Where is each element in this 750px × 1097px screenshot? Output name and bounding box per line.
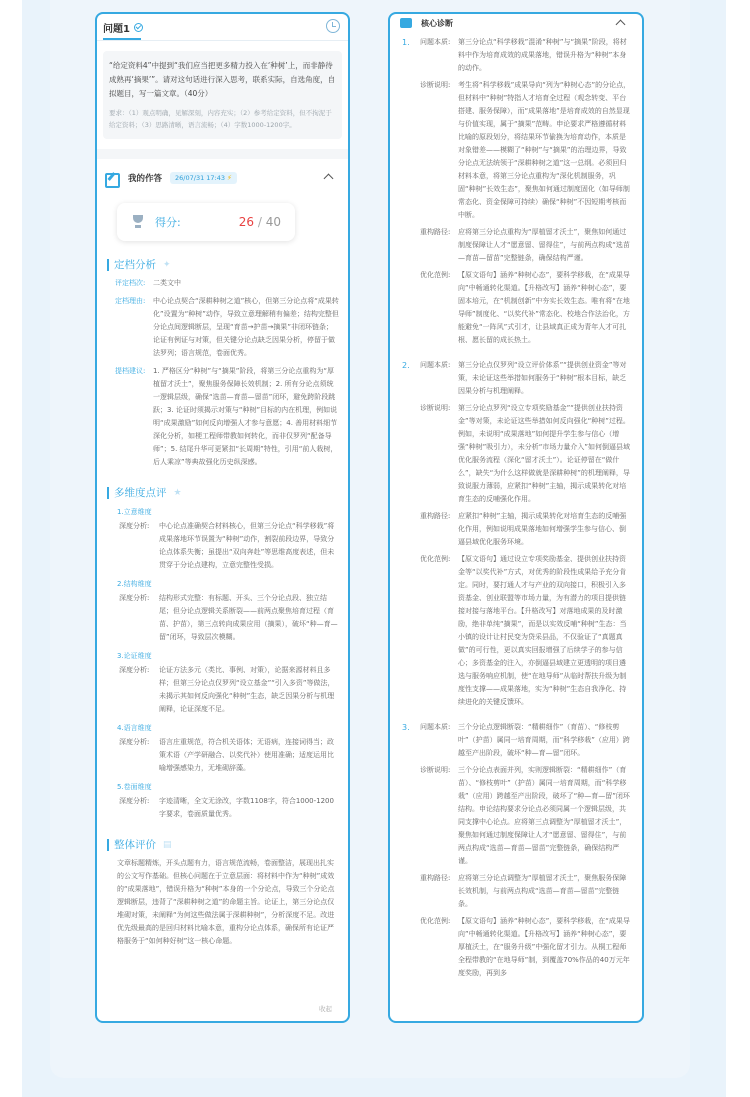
- row-value: 应紧扣“种树”主轴，揭示成果转化对培育生态的反哺强化作用，例如说明成果落地如何增强学生参与信心、倒逼县域优化服务环境。: [458, 512, 627, 546]
- title-bar: [107, 487, 109, 499]
- grading-key: 评定档次:: [115, 279, 146, 287]
- multi-title: 多维度点评: [114, 487, 167, 499]
- dimension-row: [119, 795, 348, 821]
- row-value: 三个分论点逻辑断裂：“精耕细作”（育苗）、“修枝剪叶”（护苗）属同一培育周期，而“科学移栽”（应用）跨越至产出阶段，破坏“种—育—留”闭环。: [458, 723, 630, 757]
- item-number: 1.: [402, 38, 410, 47]
- diagnosis-item: [390, 721, 642, 984]
- my-work-title: 我的作答: [128, 174, 163, 184]
- question-tab-label: 问题1: [103, 23, 130, 35]
- score-sep: /: [257, 215, 262, 229]
- dimension-value: 结构形式完整：有标题、开头、三个分论点段、独立结尾；但分论点逻辑关系断裂——前两点聚焦培育过程（育苗、护苗），第三点转向成果应用（摘果），破坏“种—育—留”闭环，导致层次模糊。: [159, 594, 338, 641]
- collapse-link[interactable]: 收起: [319, 1005, 332, 1013]
- grading-value: 中心论点契合“深耕种树之道”核心，但第三分论点将“成果转化”设置为“种树”动作，导致立意理解稍有偏差；结构完整但分论点间逻辑断层，呈现“育苗→护苗→摘果”非闭环链条；论证有例证与对策，但关键分论点缺乏因果分析，停留于做法罗列；语言规范，卷面优秀。: [153, 297, 339, 357]
- row-key: 重构路径:: [420, 874, 451, 882]
- overall-section-title: [107, 837, 348, 852]
- dimension-value: 中心论点准确契合材料核心，但第三分论点“科学移栽”将成果落地环节误置为“种树”动作，割裂前段边界，导致分论点体系失衡；虽提出“双向奔赴”等思维高度表述，但未贯穿于分论点建构，立意完整性受损。: [159, 522, 335, 569]
- diagnosis-item: [390, 359, 642, 713]
- score-got: 26: [238, 215, 255, 229]
- sparkle-icon: ✦: [163, 259, 171, 270]
- overall-title: 整体评价: [114, 839, 156, 851]
- row-value: 应将第三分论点调整为“厚植留才沃土”，聚焦服务保障长效机制，与前两点构成“选苗—育苗—留苗”完整链条。: [458, 874, 627, 908]
- dimension-key: 深度分析:: [119, 738, 150, 746]
- dimension-key: 深度分析:: [119, 594, 150, 602]
- row-value: 【原文语句】涵养“种树心态”，要科学移栽，在“成果导向”中畅通转化渠道。【升格改写】涵养“种树心态”，要厚植沃土，在“服务升级”中强化留才引力。从桐工程师全程带教的“在地导师”制，到覆盖70%作品的40万元年度奖励，再到多: [458, 917, 630, 977]
- my-work-header[interactable]: [97, 159, 348, 197]
- title-bar: [107, 259, 109, 271]
- grading-key: 定档理由:: [115, 297, 146, 305]
- collapse-chevron-icon[interactable]: [324, 173, 334, 183]
- dimension-row: [119, 664, 348, 716]
- right-rail: [726, 0, 750, 1097]
- row-key: 重构路径:: [420, 512, 451, 520]
- question-requirements: 要求：（1）观点明确，见解深刻，内容充实；（2）参考给定资料，但不拘泥于给定资料；（3）思路清晰，语言流畅；（4）字数1000-1200字。: [109, 109, 332, 129]
- diagnosis-row: [420, 510, 642, 549]
- row-key: 重构路径:: [420, 228, 451, 236]
- dimension-key: 深度分析:: [119, 797, 150, 805]
- row-value: 第三分论点仅罗列“设立评价体系”“提供创业资金”等对策，未论证这些举措如何服务于“种树”根本目标，缺乏因果分析与机理阐释。: [458, 361, 627, 395]
- row-value: 第三分论点“科学移栽”混淆“种树”与“摘果”阶段，将材料中作为培育成效的成果落地，错误升格为“种树”本身的动作。: [458, 38, 627, 72]
- answer-panel: [95, 12, 350, 1023]
- row-key: 优化范例:: [420, 271, 451, 279]
- row-value: 【原文语句】通过设立专项奖励基金、提供创业扶持资金等“以奖代补”方式，对优秀的阶段性成果给予充分肯定。同时，要打通人才与产业的双向接口，积极引入多资基金、创业联盟等市场力量，为有潜力的项目提供链接对接与落地平台。【升格改写】对落地成果的及时激励，绝非单纯“摘果”，而是以实效反哺“种树”生态：当小镇的设计让村民变为贷采县品，不仅验证了“真题真做”的可行性，更以真实回报增强了后续学子的参与信心；多资基金的注入，亦倒逼县域建立更透明的项目遴选与服务响应机制，使“在地导师”从临时帮扶升级为制度性支撑——成果落地，实为“种树”生态自我净化、持续进化的关键反馈环。: [458, 555, 627, 706]
- diagnosis-row: [420, 915, 642, 980]
- score-total: 40: [265, 215, 281, 229]
- diagnosis-row: [420, 79, 642, 222]
- diagnosis-item: [390, 36, 642, 351]
- trophy-icon: [131, 215, 145, 229]
- overall-text: 文章标题精炼，开头点题有力，语言规范流畅，卷面整洁，展现出扎实的公文写作基础。但核心问题在于立意层面：将材料中作为“种树”成效的“成果落地”，错误升格为“种树”本身的一个分论点，导致三个分论点逻辑断层，违背了“深耕种树之道”的命题主旨。论证上，第三分论点仅堆砌对策，未阐释“为何这些做法属于深耕种树”，分析深度不足。改进优先级最高的是回归材料比喻本意，重构分论点体系，确保所有论证严格服务于“如何种好树”这一核心命题。: [117, 859, 335, 945]
- document-icon: ▤: [163, 839, 172, 850]
- submit-time-badge: [170, 172, 237, 184]
- row-value: 考生将“科学移栽”成果导向“列为“种树心态”的分论点，但材料中“种树”特指人才培育全过程（观念转变、平台搭建、服务保障），而“成果落地”是培育成效的自然显现与价值实现，属于“摘果”范畴。申论要求严格遵循材料比喻的原段划分，将结果环节偷换为培育动作，本质是对象错差——模糊了“种树”与“摘果”的治理边界，导致分论点无法统领于“深耕种树之道”这一总纲。必须回归材料本意，将第三分论点重构为“深化机制服务，巩固“种树”长效生态”，聚焦如何通过制度固化（如导师制常态化、资金保障可持续）确保“种树”不因短期考核而中断。: [458, 81, 631, 219]
- left-rail: [0, 0, 22, 1097]
- question-text: “给定资料4”中提到“我们应当把更多精力投入在‘种树’上，而非静待成熟再‘摘果’”。请对这句话进行深入思考，联系实际，自选角度，自拟题目，写一篇文章。（40分）: [109, 61, 336, 98]
- grading-value: 1. 严格区分“种树”与“摘果”阶段，将第三分论点重构为“厚植留才沃土”，聚焦服务保障长效机制；2. 所有分论点须统一逻辑层级，确保“选苗—育苗—留苗”闭环，避免跨阶段跳跃；3. 论证时须揭示对策与“种树”目标的内在机理，例如说明“成果激励”如何反向增强人才参与意愿；4. 善用材料细节深化分析，如梗工程师带教如何转化，而非仅罗列“配备导师”；5. 结尾升华可更紧扣“长周期”特性，引用“前人栽树，后人乘凉”等典故强化历史纵深感。: [153, 367, 338, 466]
- dimension-name: 2.结构维度: [117, 580, 152, 588]
- history-icon[interactable]: [326, 19, 340, 33]
- star-icon: ★: [173, 487, 182, 498]
- row-key: 诊断说明:: [420, 404, 451, 412]
- diagnosis-title: 核心诊断: [421, 18, 453, 28]
- score-value: [239, 215, 281, 229]
- grading-row: [115, 365, 348, 469]
- row-key: 优化范例:: [420, 555, 451, 563]
- title-bar: [107, 839, 109, 851]
- dimension-value: 语言庄重规范，符合机关语体；无语病，连接词得当；政策术语（产学研融合、以奖代补）使用准确；适度运用比喻增强感染力，无堆砌辞藻。: [159, 738, 334, 772]
- diagnosis-row: [420, 359, 642, 398]
- diagnosis-row: [420, 553, 642, 709]
- score-card: [117, 203, 295, 241]
- diagnosis-row: [420, 402, 642, 506]
- submit-time: 26/07/31 17:43: [175, 174, 226, 182]
- dimension-name: 1.立意维度: [117, 508, 152, 516]
- dimension-key: 深度分析:: [119, 522, 150, 530]
- diagnosis-row: [420, 269, 642, 347]
- item-number: 2.: [402, 361, 410, 370]
- edit-icon: [105, 172, 118, 185]
- row-key: 诊断说明:: [420, 766, 451, 774]
- grading-key: 提档建议:: [115, 367, 146, 375]
- dimension-row: [119, 736, 348, 775]
- dimension-name: 3.论证维度: [117, 652, 152, 660]
- tab-underline: [103, 38, 141, 40]
- dimension-name: 4.语言维度: [117, 724, 152, 732]
- diagnosis-row: [420, 764, 642, 868]
- dimension-row: [119, 592, 348, 644]
- diagnosis-panel: [388, 12, 644, 1023]
- diagnosis-row: [420, 36, 642, 75]
- row-value: 【原文语句】涵养“种树心态”，要科学移栽，在“成果导向”中畅通转化渠道。【升格改写】涵养“种树心态”，要固本培元，在“机制创新”中夯实长效生态。唯有将“在地导师”制度化、“以奖代补”常态化、校地合作法治化，方能避免“一阵风”式引才，让县域真正成为青年人才可扎根、愿长留的成长热土。: [458, 271, 630, 344]
- dimension-key: 深度分析:: [119, 666, 150, 674]
- grading-row: [115, 277, 348, 290]
- row-key: 问题本质:: [420, 723, 451, 731]
- diagnosis-row: [420, 872, 642, 911]
- section-divider: [97, 149, 348, 159]
- bolt-icon: ⚡: [227, 174, 232, 182]
- check-circle-icon: [134, 23, 143, 32]
- grading-title: 定档分析: [114, 259, 156, 271]
- diagnosis-header[interactable]: [390, 14, 642, 32]
- chat-icon: [400, 18, 412, 28]
- dimension-value: 论证方法多元（类比、事例、对策），论据来源材料且多样；但第三分论点仅罗列“设立基金”“引入多资”等做法，未揭示其如何反向强化“种树”生态，缺乏因果分析与机理阐释，论证深度不足。: [159, 666, 335, 713]
- multi-section-title: [107, 485, 348, 500]
- row-value: 应将第三分论点重构为“厚植留才沃土”，聚焦如何通过制度保障让人才“愿意留、留得住”，与前两点构成“选苗—育苗—留苗”完整链条，确保结构严谨。: [458, 228, 630, 262]
- question-box: [103, 51, 342, 139]
- item-number: 3.: [402, 723, 410, 732]
- score-label: 得分:: [155, 216, 181, 229]
- dimension-value: 字迹清晰，全文无涂改，字数1108字，符合1000-1200字要求，卷面质量优秀。: [159, 797, 334, 818]
- dimension-name: 5.卷面维度: [117, 783, 152, 791]
- diagnosis-row: [420, 721, 642, 760]
- diagnosis-row: [420, 226, 642, 265]
- grading-value: 二类文中: [153, 279, 181, 287]
- question-tab[interactable]: [97, 14, 348, 40]
- row-value: 第三分论点罗列“设立专项奖励基金”“提供创业扶持资金”等对策，未论证这些举措如何反向强化“种树”过程。例如，未说明“成果落地”如何提升学生参与信心（增强“种树”吸引力），未分析“市场力量介入”如何倒逼县域优化服务流程（深化“留才沃土”）。论证停留在“做什么”，缺失“为什么这样做就是深耕种树”的机理阐释，导致说服力薄弱，应紧扣“种树”主轴，揭示成果转化对培育生态的反哺强化作用。: [458, 404, 631, 503]
- grading-section-title: [107, 257, 348, 272]
- row-key: 优化范例:: [420, 917, 451, 925]
- row-key: 问题本质:: [420, 361, 451, 369]
- grading-row: [115, 295, 348, 360]
- row-key: 诊断说明:: [420, 81, 451, 89]
- row-value: 三个分论点表面并列，实则逻辑断裂：“精耕细作”（育苗）、“修枝剪叶”（护苗）属同一培育周期，而“科学移栽”（应用）跨越至产出阶段，破坏了“种—育—留”闭环结构。申论结构要求分论点必须同属一个逻辑层级，共同支撑中心论点。应将第三点调整为“厚植留才沃土”，聚焦如何通过制度保障让人才“愿意留、留得住”，与前两点构成“选苗—育苗—留苗”完整链条，确保结构严谨。: [458, 766, 630, 865]
- row-key: 问题本质:: [420, 38, 451, 46]
- dimension-row: [119, 520, 348, 572]
